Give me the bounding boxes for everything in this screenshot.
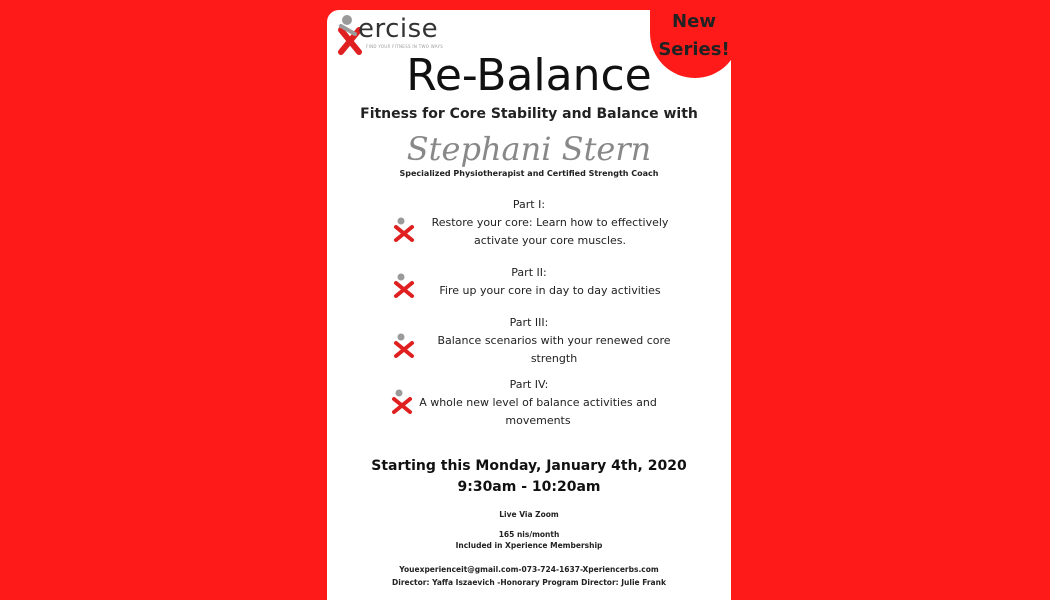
part-3-heading: Part III: <box>509 316 549 329</box>
part-4-heading: Part IV: <box>509 378 549 391</box>
part-2-line-1: Fire up your core in day to day activities <box>439 284 661 297</box>
part-4-line-2: movements <box>505 414 571 427</box>
part-2-heading: Part II: <box>511 266 547 279</box>
part-1-line-2: activate your core muscles. <box>473 234 627 247</box>
event-title: Re-Balance <box>406 50 652 101</box>
schedule-time: 9:30am - 10:20am <box>457 479 601 495</box>
presenter-name: Stephani Stern <box>406 130 652 168</box>
part-1-line-1: Restore your core: Learn how to effectively <box>431 216 669 229</box>
part-3-line-2: strength <box>530 352 578 365</box>
schedule-date: Starting this Monday, January 4th, 2020 <box>371 458 687 474</box>
badge-line-2: Series! <box>658 39 730 60</box>
part-1-x-icon <box>393 216 415 242</box>
part-3-line-1: Balance scenarios with your renewed core <box>437 334 671 347</box>
price: 165 nis/month <box>498 530 560 539</box>
logo-wordmark: ercise <box>358 14 439 44</box>
contact-line: Youexperienceit@gmail.com-073-724-1637-Xperiencerbs.com <box>399 565 659 574</box>
presenter-credential: Specialized Physiotherapist and Certified Strength Coach <box>399 169 659 178</box>
directors-line: Director: Yaffa Iszaevich -Honorary Program Director: Julie Frank <box>392 578 666 587</box>
event-subtitle: Fitness for Core Stability and Balance with <box>360 106 698 122</box>
part-3-x-icon <box>393 332 415 358</box>
live-via-zoom: Live Via Zoom <box>499 510 559 519</box>
badge-line-1: New <box>672 11 716 32</box>
schedule-block <box>329 456 729 498</box>
logo-tagline: FIND YOUR FITNESS IN TWO WAYS <box>366 44 444 49</box>
part-1-heading: Part I: <box>512 198 546 211</box>
membership-note: Included in Xperience Membership <box>455 541 603 550</box>
part-4-line-1: A whole new level of balance activities and <box>419 396 657 409</box>
